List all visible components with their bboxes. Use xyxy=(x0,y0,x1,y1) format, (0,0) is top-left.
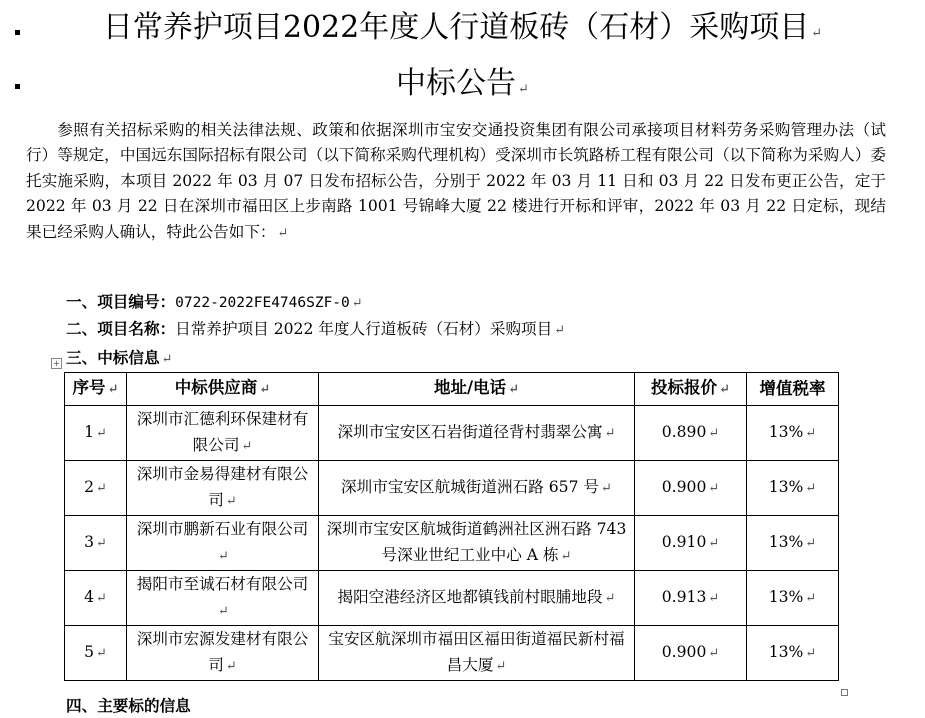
table-row xyxy=(65,626,839,681)
cell-supplier: 深圳市金易得建材有限公司 ↵ xyxy=(127,461,319,516)
page-title xyxy=(0,8,925,54)
project-name-label: 二、项目名称： xyxy=(66,319,176,338)
paragraph-mark-icon: ↵ xyxy=(811,26,823,41)
cell-price: 0.900 ↵ xyxy=(635,461,747,516)
paragraph-mark-icon: ↵ xyxy=(277,225,289,241)
paragraph-mark-icon: ↵ xyxy=(351,296,363,311)
next-section-heading: 四、主要标的信息 xyxy=(66,696,191,715)
cell-price: 0.913 ↵ xyxy=(635,571,747,626)
table-row xyxy=(65,571,839,626)
table-row xyxy=(65,406,839,461)
cell-price: 0.890 ↵ xyxy=(635,406,747,461)
cell-tax: 13% ↵ xyxy=(747,571,839,626)
header-tax: 增值税率 xyxy=(747,373,839,406)
cell-no: 3 ↵ xyxy=(65,516,127,571)
project-name-line xyxy=(66,317,565,343)
paragraph-mark-icon: ↵ xyxy=(161,352,173,367)
title-line-2: 中标公告 xyxy=(396,66,517,101)
project-number-label: 一、项目编号： xyxy=(66,292,176,311)
table-header-row xyxy=(65,373,839,406)
award-info-label: 三、中标信息 xyxy=(66,348,160,367)
cell-no: 1 ↵ xyxy=(65,406,127,461)
cell-price: 0.900 ↵ xyxy=(635,626,747,681)
cell-supplier: 深圳市宏源发建材有限公司 ↵ xyxy=(127,626,319,681)
table-move-handle-icon[interactable]: + xyxy=(51,358,62,369)
cell-address: 深圳市宝安区航城街道鹤洲社区洲石路 743 号深业世纪工业中心 A 栋 ↵ xyxy=(319,516,635,571)
header-no: 序号 ↵ xyxy=(65,373,127,406)
award-info-heading xyxy=(66,346,172,372)
cell-tax: 13% ↵ xyxy=(747,516,839,571)
header-price: 投标报价 ↵ xyxy=(635,373,747,406)
intro-paragraph xyxy=(26,118,886,246)
cell-tax: 13% ↵ xyxy=(747,461,839,516)
cell-supplier: 深圳市汇德利环保建材有限公司 ↵ xyxy=(127,406,319,461)
page-subtitle xyxy=(0,64,925,110)
paragraph-mark-icon: ↵ xyxy=(518,82,529,97)
cell-tax: 13% ↵ xyxy=(747,406,839,461)
cell-address: 深圳市宝安区石岩街道径背村翡翠公寓 ↵ xyxy=(319,406,635,461)
project-number-value: 0722-2022FE4746SZF-0 xyxy=(175,295,350,311)
cell-address: 宝安区航深圳市福田区福田街道福民新村福昌大厦 ↵ xyxy=(319,626,635,681)
cell-supplier: 深圳市鹏新石业有限公司↵ xyxy=(127,516,319,571)
cell-no: 5 ↵ xyxy=(65,626,127,681)
cell-address: 揭阳空港经济区地都镇钱前村眼脯地段 ↵ xyxy=(319,571,635,626)
header-address: 地址/电话 ↵ xyxy=(319,373,635,406)
cell-no: 2 ↵ xyxy=(65,461,127,516)
cell-address: 深圳市宝安区航城街道洲石路 657 号 ↵ xyxy=(319,461,635,516)
table-row xyxy=(65,461,839,516)
table-row xyxy=(65,516,839,571)
title-line-1: 日常养护项目2022年度人行道板砖（石材）采购项目 xyxy=(102,10,810,45)
award-table xyxy=(64,372,839,681)
project-number-line xyxy=(66,290,363,316)
cell-tax: 13% ↵ xyxy=(747,626,839,681)
paragraph-mark-icon: ↵ xyxy=(554,323,566,338)
table-resize-handle-icon[interactable] xyxy=(841,689,848,696)
project-name-value: 日常养护项目 2022 年度人行道板砖（石材）采购项目 xyxy=(175,320,553,338)
header-supplier: 中标供应商 ↵ xyxy=(127,373,319,406)
cell-supplier: 揭阳市至诚石材有限公司↵ xyxy=(127,571,319,626)
cell-no: 4 ↵ xyxy=(65,571,127,626)
intro-text: 参照有关招标采购的相关法律法规、政策和依据深圳市宝安交通投资集团有限公司承接项目材料劳务采购管理办法（试行）等规定，中国远东国际招标有限公司（以下简称采购代理机构）受深圳市长筑路桥工程有限公司（以下简称为采购人）委托实施采购，本项目 2022 年 03 月 07 日发布招标公告，分别于 2022 年 03 月 11 日和 03 月 22 日发布更正公告，定于 2022 年 03 月 22 日在深圳市福田区上步南路 1001 号锦峰大厦 22 楼进行开标和评审，2022 年 03 月 22 日定标，现结果已经采购人确认，特此公告如下： xyxy=(26,121,886,241)
cell-price: 0.910 ↵ xyxy=(635,516,747,571)
